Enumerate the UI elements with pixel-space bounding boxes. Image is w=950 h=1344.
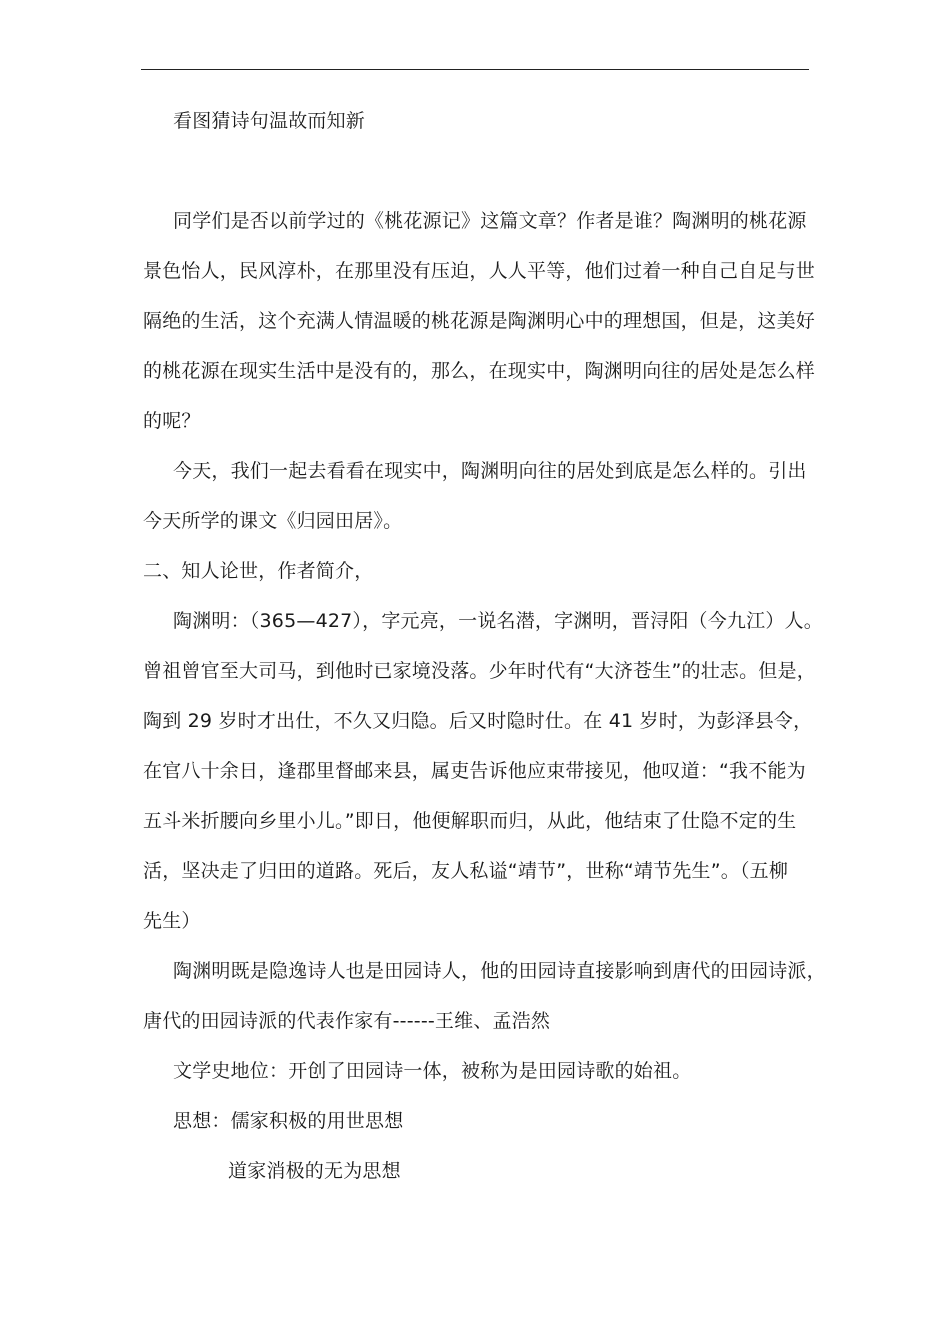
- paragraph-line: 道家消极的无为思想: [228, 1160, 401, 1182]
- intro-heading: 看图猜诗句温故而知新: [173, 110, 366, 132]
- paragraph-line: 隔绝的生活，这个充满人情温暖的桃花源是陶渊明心中的理想国，但是，这美好: [143, 310, 816, 332]
- paragraph-line: 今天所学的课文《归园田居》。: [143, 510, 403, 532]
- paragraph-line: 的呢？: [143, 410, 201, 432]
- paragraph-line: 在官八十余日，逢郡里督邮来县，属吏告诉他应束带接见，他叹道：“我不能为: [143, 760, 806, 782]
- paragraph-line: 五斗米折腰向乡里小儿。”即日，他便解职而归，从此，他结束了仕隐不定的生: [143, 810, 797, 832]
- paragraph-line: 陶到 29 岁时才出仕，不久又归隐。后又时隐时仕。在 41 岁时，为彭泽县令，: [143, 710, 813, 732]
- paragraph-line: 思想：儒家积极的用世思想: [173, 1110, 404, 1132]
- paragraph-line: 同学们是否以前学过的《桃花源记》这篇文章？作者是谁？陶渊明的桃花源: [173, 210, 807, 232]
- paragraph-line: 陶渊明既是隐逸诗人也是田园诗人，他的田园诗直接影响到唐代的田园诗派，: [173, 960, 826, 982]
- paragraph-line: 文学史地位：开创了田园诗一体，被称为是田园诗歌的始祖。: [173, 1060, 692, 1082]
- paragraph-line: 唐代的田园诗派的代表作家有------王维、孟浩然: [143, 1010, 551, 1032]
- paragraph-line: 先生）: [143, 910, 201, 932]
- paragraph-line: 陶渊明：（365—427），字元亮，一说名潜，字渊明，晋浔阳（今九江）人。: [173, 610, 823, 632]
- paragraph-line: 的桃花源在现实生活中是没有的，那么，在现实中，陶渊明向往的居处是怎么样: [143, 360, 816, 382]
- paragraph-line: 活，坚决走了归田的道路。死后，友人私谥“靖节”，世称“靖节先生”。（五柳: [143, 860, 789, 882]
- paragraph-line: 景色怡人，民风淳朴，在那里没有压迫，人人平等，他们过着一种自己自足与世: [143, 260, 816, 282]
- section-heading: 二、知人论世，作者简介，: [143, 560, 374, 582]
- paragraph-line: 今天，我们一起去看看在现实中，陶渊明向往的居处到底是怎么样的。引出: [173, 460, 807, 482]
- paragraph-line: 曾祖曾官至大司马，到他时已家境没落。少年时代有“大济苍生”的壮志。但是，: [143, 660, 816, 682]
- header-rule: [141, 69, 809, 70]
